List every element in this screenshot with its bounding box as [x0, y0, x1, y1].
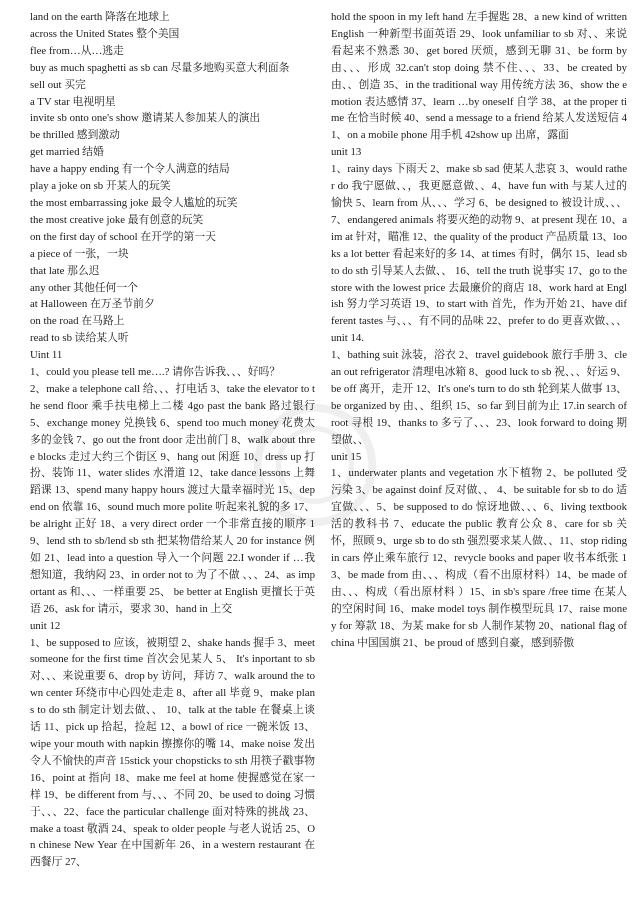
list-item: a TV star 电视明星: [30, 95, 116, 108]
list-item: on the road 在马路上: [30, 315, 125, 328]
list-item: at Halloween 在万圣节前夕: [30, 298, 155, 311]
unit-12-continuation: hold the spoon in my left hand 左手握匙 28、a new kind of written English 一种新型书面英语 29、look unfamiliar to sb 对、、来说看起来不熟悉 30、get bored 厌烦，感到无聊 31、be form by 由、、、形成 32.can't stop doing 禁不住、、、33、be created by 由、、创造 35、in the traditional way 用传统方法 36、show the emotion 表达感情 37、learn …by oneself 自学 38、at the proper time 在恰当时候 40、send a message to a friend 给某人发送短信 41、on a mobile phone 用手机 42show up 出席，露面: [331, 11, 627, 142]
list-item: land on the earth 降落在地球上: [30, 11, 170, 23]
list-item: play a joke on sb 开某人的玩笑: [30, 180, 171, 193]
list-item: a piece of 一张，一块: [30, 247, 129, 260]
list-item: have a happy ending 有一个令人满意的结局: [30, 163, 230, 176]
unit-13-body: 1、rainy days 下雨天 2、make sb sad 使某人悲哀 3、would rather do 我宁愿做、、，我更愿意做、、4、have fun with 与某人过的愉快 5、learn from 从、、、学习 6、be designed to 被设计成、、、7、endangered animals 将要灭绝的动物 9、at present 现在 10、aim at 针对，瞄准 12、the quality of the product 产品质量 13、looks a lot better 看起来好的多 14、at times 有时，偶尔 15、lead sb to do sth 引导某人去做、、 16、tell the truth 说事实 17、go to the store with the lowest price 去最廉价的商店 18、work hard at English 努力学习英语 19、to start with 首先，作为开始 21、have different tastes 与、、、有不同的品味 22、prefer to do 更喜欢做、、、unit 14.: [331, 163, 627, 345]
unit-14-section: [331, 347, 627, 448]
list-item: get married 结婚: [30, 146, 104, 159]
list-item: that late 那么迟: [30, 264, 100, 277]
unit-15-section: [331, 449, 627, 652]
list-item: invite sb onto one's show 邀请某人参加某人的演出: [30, 112, 261, 125]
unit-12-body: 1、be supposed to 应该，被期望 2、shake hands 握手 3、meet someone for the first time 首次会见某人 5、 It's inportant to sb 对、、、来说重要 6、drop by 访问，拜访 7、walk around the town center 环绕市中心四处走走 8、after all 毕竟 9、make plans to do sth 制定计划去做、、 10、talk at the table 在餐桌上谈话 11、pick up 拾起，捡起 12、a bowl of rice 一碗米饭 13、wipe your mouth with napkin 擦擦你的嘴 14、make noise 发出令人不愉快的声音 15stick your chopsticks to sth 用筷子戳事物 16、point at 指向 18、make me feel at home 使握感觉在家一样 19、be different from 与、、、不同 20、be used to doing 习惯于、、、22、face the particular challenge 面对特殊的挑战 23、make a toast 敬酒 24、speak to older people 与老人说话 25、On chinese New Year 在中国新年 26、in a western restaurant 在西餐厅 27、: [30, 636, 315, 869]
unit-13-heading: unit 13: [331, 146, 362, 159]
unit-11-heading: Uint 11: [30, 349, 63, 362]
list-item: the most embarrassing joke 最令人尴尬的玩笑: [30, 196, 238, 209]
right-column: [331, 9, 627, 651]
list-item: read to sb 读给某人听: [30, 332, 129, 345]
unit-13-section: [331, 144, 627, 347]
unit-14-body: 1、bathing suit 泳装，浴衣 2、travel guidebook 旅行手册 3、clean out refrigerator 清理电冰箱 8、good luck to sb 祝、、、好运 9、be off 离开，走开 12、It's one's turn to do sth 轮到某人做事 13、be organized by 由、、组织 15、so far 到目前为止 17.in search of root 寻根 19、thanks to 多亏了、、、23、look forward to doing 期望做、、: [331, 349, 627, 446]
list-item: the most creative joke 最有创意的玩笑: [30, 213, 204, 226]
list-item: buy as much spaghetti as sb can 尽量多地购买意大利面条: [30, 61, 290, 74]
list-item: on the first day of school 在开学的第一天: [30, 230, 216, 243]
unit-11-first-line: 1、could you please tell me….? 请你告诉我、、、好吗？: [30, 366, 281, 379]
list-item: be thrilled 感到激动: [30, 129, 120, 142]
left-column: [30, 9, 315, 871]
unit-12-section: [30, 618, 315, 872]
phrase-list: [30, 9, 315, 347]
list-item: flee from…从…逃走: [30, 44, 124, 57]
list-item: sell out 买完: [30, 78, 86, 91]
unit-11-body: 2、make a telephone call 给、、、打电话 3、take the elevator to the send floor 乘手扶电梯上二楼 4go past the bank 路过银行 5、exchange money 兑换钱 6、spend too much money 花费太多的金钱 7、go out the front door 走出前门 8、walk about three blocks 走过大约三个街区 9、hang out 闲逛 10、dress up 打扮、装饰 11、water slides 水滑道 12、take dance lessons 上舞蹈课 13、spend many happy hours 渡过大量幸福时光 15、depend on 依靠 16、sound much more polite 听起来礼貌的多 17、be alright 正好 18、a very direct order 一个非常直接的顺序 19、lend sth to sb/lend sb sth 把某物借给某人 20 for instance 例如 21、lead into a question 导入一个问题 22.I wonder if …我想知道，我纳闷 23、in order not to 为了不做 、、、24、as important as 和、、、一样重要 25、 be better at English 更擅长于英语 26、ask for 请示，要求 30、hand in 上交: [30, 382, 315, 615]
list-item: across the United States 整个美国: [30, 27, 180, 40]
unit-15-body: 1、underwater plants and vegetation 水下植物 2、be polluted 受污染 3、be against doinf 反对做、、 4、be suitable for sb to do 适宜做、、、5、be supposed to do 惊讶地做、、、6、living textbook 活的教科书 7、educate the public 教育公众 8、care for sb 关怀，照顾 9、urge sb to do sth 强烈要求某人做、、11、stop riding in cars 停止乘车旅行 12、revycle books and paper 收书本纸张 13、be made from 由、、、构成（看不出原材料）14、be made of 由、、、构成（看出原材料 ）15、in sb's spare /free time 在某人的空闲时间 16、make model toys 制作模型玩具 17、raise money for 筹款 18、为某 make for sb 人制作某物 20、national flag of china 中国国旗 21、be proud of 感到自豪，感到骄傲: [331, 467, 627, 649]
list-item: any other 其他任何一个: [30, 281, 138, 294]
unit-11-section: [30, 347, 315, 618]
unit-15-heading: unit 15: [331, 450, 362, 463]
unit-12-heading: unit 12: [30, 619, 61, 632]
